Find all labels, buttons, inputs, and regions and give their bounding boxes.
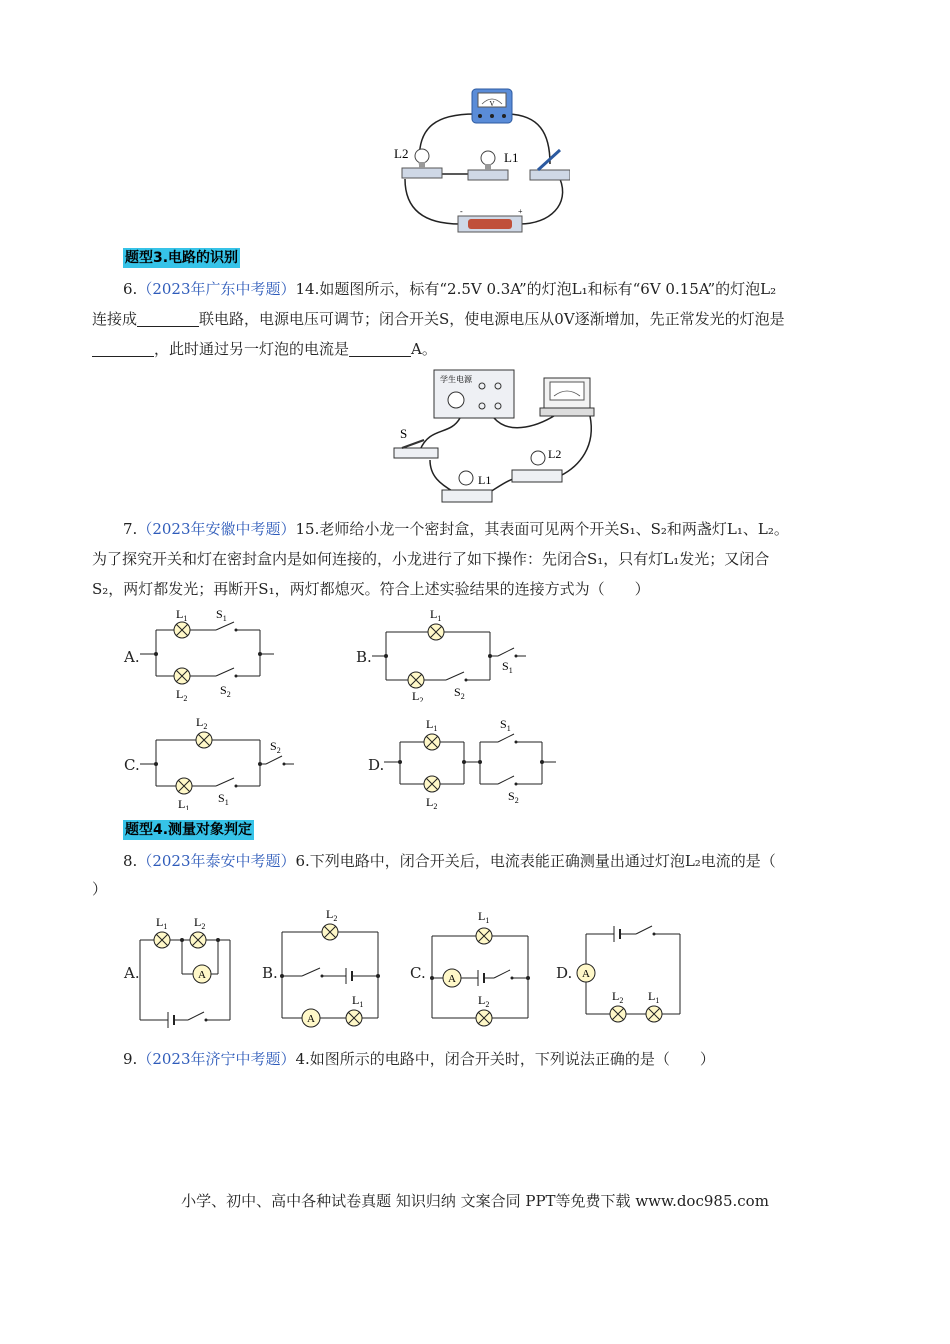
svg-text:L2: $L_2$ [194,915,206,931]
q6-circuit-figure [390,366,596,512]
svg-text:L1: $L_1$ [478,909,490,925]
power-supply-label: 学生电源 [440,375,472,384]
label-l2: L2 [394,146,409,161]
section-badge-4: 题型4.测量对象判定 [125,822,253,838]
q7-source: （2023年安徽中考题） [137,520,296,538]
q7-option-c-circuit [140,710,300,810]
svg-text:L1: $L_1$ [426,717,438,733]
q8-source: （2023年泰安中考题） [137,852,296,870]
svg-text:A: A [582,968,590,980]
q7-line2: 为了探究开关和灯在密封盒内是如何连接的，小龙进行了如下操作：先闭合S₁，只有灯L₁发光；又闭合 [92,550,770,568]
svg-text:L2: $L_2$ [612,989,624,1005]
q8-option-d-label[interactable]: D. [556,964,573,982]
svg-text:L1: $L_1$ [648,989,660,1005]
q8-option-a-circuit [138,912,238,1028]
svg-text:L1: $L_1$ [156,915,168,931]
meter [540,378,594,416]
q8-text1: 6.下列电路中，闭合开关后，电流表能正确测量出通过灯泡L₂电流的是（ [295,852,776,870]
q7-option-c-label[interactable]: C. [124,756,140,774]
q8-option-c-label[interactable]: C. [410,964,426,982]
svg-text:L1: $L_1$ [178,797,190,810]
q7-option-a-label[interactable]: A. [124,648,140,666]
voltmeter-v-label: V [489,100,495,108]
q8-option-a-label[interactable]: A. [124,964,140,982]
q6-blank-1[interactable] [137,308,199,327]
q7-option-d-label[interactable]: D. [368,756,385,774]
svg-text:A: A [448,973,456,985]
q6-line3: ，此时通过另一灯泡的电流是 A。 [92,334,892,364]
q6-text1: 14.如题图所示，标有“2.5V 0.3A”的灯泡L₁和标有“6V 0.15A”的灯泡L₂ [295,280,777,298]
svg-text:L1: $L_1$ [176,607,188,623]
svg-text:L2: $L_2$ [196,715,208,731]
svg-text:L2: $L_2$ [426,795,438,810]
svg-text:L2: $L_2$ [412,689,424,702]
power-supply [434,370,514,418]
svg-text:L2: $L_2$ [326,907,338,923]
q8-option-d-circuit [572,916,688,1026]
svg-text:-: - [460,207,463,216]
q7-number: 7. [123,520,138,538]
q6-number: 6. [123,280,138,298]
q9-number: 9. [123,1050,138,1068]
q7-line3: S₂，两灯都发光；再断开S₁，两灯都熄灭。符合上述实验结果的连接方式为（ ） [92,580,650,598]
q6-label-l1: L1 [478,473,492,487]
voltmeter [472,89,512,123]
q8-line2: ） [92,880,108,898]
battery [458,207,523,232]
top-circuit-figure [380,84,570,240]
q8-option-b-circuit [278,906,390,1030]
svg-text:S1: $S_1$ [216,607,227,623]
q8-option-c-circuit [428,906,540,1030]
q7-option-b-label[interactable]: B. [356,648,372,666]
svg-text:S2: $S_2$ [454,685,465,701]
svg-text:S2: $S_2$ [220,683,231,699]
q6-label-l2: L2 [548,447,562,461]
q6-blank-2[interactable] [92,338,154,357]
svg-text:S2: $S_2$ [508,789,519,805]
svg-text:L2: $L_2$ [176,687,188,702]
switch-s [394,440,438,458]
q6-line2: 连接成 联电路，电源电压可调节；闭合开关S，使电源电压从0V逐渐增加，先正常发光的灯泡是 [92,310,785,328]
q6-source: （2023年广东中考题） [137,280,296,298]
question-6 [123,274,873,304]
q7-option-a-circuit [140,606,280,702]
q9-text: 4.如图所示的电路中，闭合开关时，下列说法正确的是（ ） [295,1050,715,1068]
svg-text:S1: $S_1$ [500,717,511,733]
q8-option-b-label[interactable]: B. [262,964,278,982]
q6-blank-3[interactable] [349,338,411,357]
svg-text:S2: $S_2$ [270,739,281,755]
section-badge-3: 题型3.电路的识别 [125,250,239,266]
svg-text:+: + [518,207,523,216]
q9-source: （2023年济宁中考题） [137,1050,296,1068]
svg-text:A: A [307,1013,315,1025]
question-8 [123,846,883,876]
q7-option-b-circuit [372,604,532,702]
page-footer: 小学、初中、高中各种试卷真题 知识归纳 文案合同 PPT等免费下载 www.doc985.com [181,1192,769,1210]
q8-number: 8. [123,852,138,870]
question-7 [123,514,883,544]
label-l1: L1 [504,150,519,165]
question-9 [123,1044,883,1074]
svg-text:A: A [198,969,206,981]
q6-label-s: S [400,426,408,441]
svg-text:L2: $L_2$ [478,993,490,1009]
svg-text:S1: $S_1$ [218,791,229,807]
svg-text:L1: $L_1$ [352,993,364,1009]
bulb-l1 [468,151,508,180]
q7-option-d-circuit [384,714,564,810]
q7-text1: 15.老师给小龙一个密封盒，其表面可见两个开关S₁、S₂和两盏灯L₁、L₂。 [295,520,789,538]
svg-text:S1: $S_1$ [502,659,513,675]
svg-text:L1: $L_1$ [430,607,442,623]
q6-line1 [123,274,873,304]
